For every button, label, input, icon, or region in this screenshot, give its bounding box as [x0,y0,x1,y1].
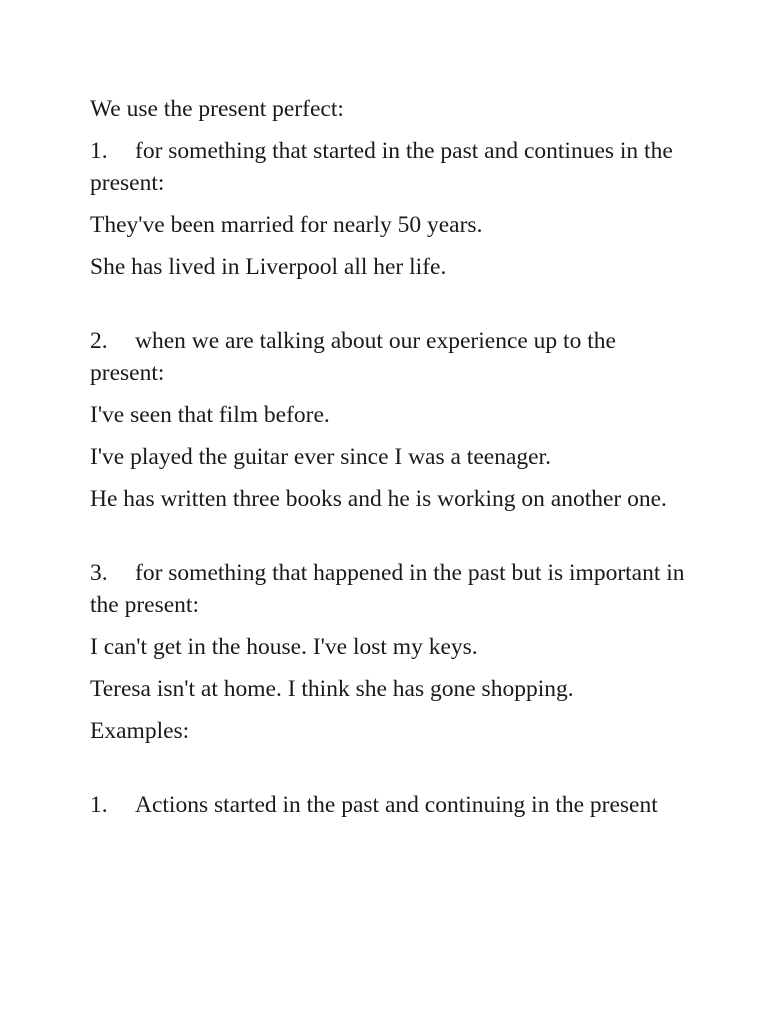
blank-line [90,757,690,789]
example-sentence: I've played the guitar ever since I was a teenager. [90,444,551,470]
section-heading-text: when we are talking about our experience up to the present: [90,328,616,386]
example-sentence: They've been married for nearly 50 years. [90,212,483,238]
blank-line [90,293,690,325]
section-heading-text: for something that started in the past and continues in the present: [90,138,673,196]
section-heading [90,557,690,621]
document-page [90,93,690,831]
section-number: 1. [90,138,108,164]
section-3 [90,557,690,705]
section-number: 2. [90,328,108,354]
section-2 [90,325,690,515]
section-1 [90,135,690,283]
section-heading-text: Actions started in the past and continuing in the present [135,792,658,818]
section-heading-text: for something that happened in the past but is important in the present: [90,560,685,618]
examples-section-1 [90,789,690,821]
section-heading [90,789,690,821]
example-sentence: He has written three books and he is working on another one. [90,486,667,512]
example-sentence: Teresa isn't at home. I think she has gone shopping. [90,676,574,702]
example-sentence: I can't get in the house. I've lost my keys. [90,634,478,660]
section-heading [90,135,690,199]
intro-text: We use the present perfect: [90,96,344,122]
example-sentence: She has lived in Liverpool all her life. [90,254,447,280]
section-number: 1. [90,792,108,818]
blank-line [90,525,690,557]
example-sentence: I've seen that film before. [90,402,330,428]
examples-label: Examples: [90,718,190,744]
section-heading [90,325,690,389]
section-number: 3. [90,560,108,586]
